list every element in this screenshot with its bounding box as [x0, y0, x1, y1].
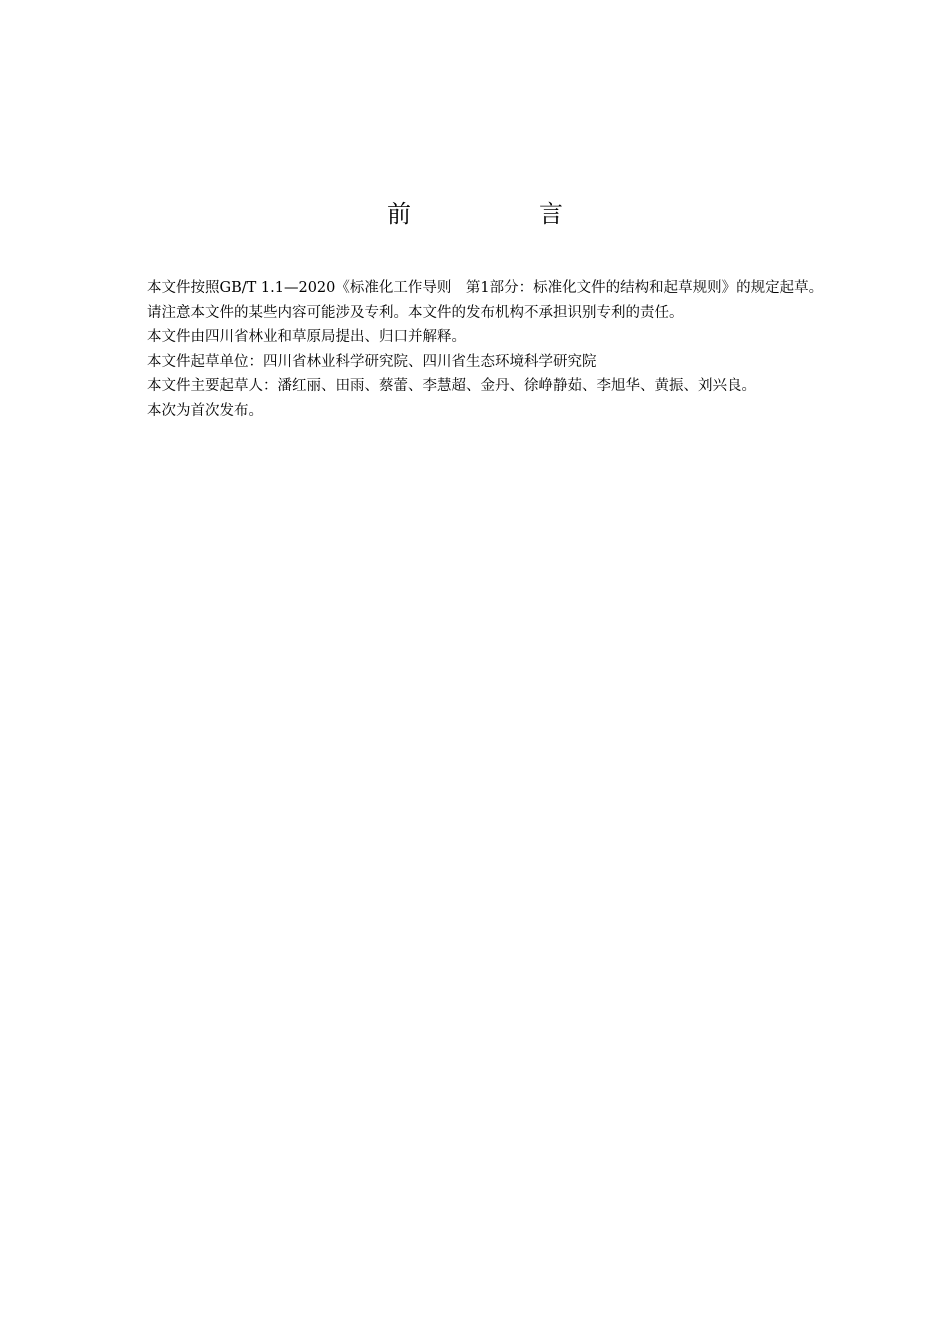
paragraph-drafting-units: 本文件起草单位：四川省林业科学研究院、四川省生态环境科学研究院 — [147, 353, 597, 370]
paragraph-drafting-basis: 本文件按照GB/T 1.1—2020《标准化工作导则 第1部分：标准化文件的结构和起草规则》的规定起草。 — [147, 280, 824, 296]
paragraph-patent-notice: 请注意本文件的某些内容可能涉及专利。本文件的发布机构不承担识别专利的责任。 — [147, 304, 684, 321]
page-heading: 前 言 — [387, 200, 615, 228]
foreword-body — [113, 276, 863, 423]
paragraph-first-release: 本次为首次发布。 — [147, 402, 263, 419]
paragraph-drafters: 本文件主要起草人：潘红丽、田雨、蔡蕾、李慧超、金丹、徐峥静茹、李旭华、黄振、刘兴良。 — [147, 378, 756, 394]
paragraph-proposer: 本文件由四川省林业和草原局提出、归口并解释。 — [147, 329, 466, 345]
